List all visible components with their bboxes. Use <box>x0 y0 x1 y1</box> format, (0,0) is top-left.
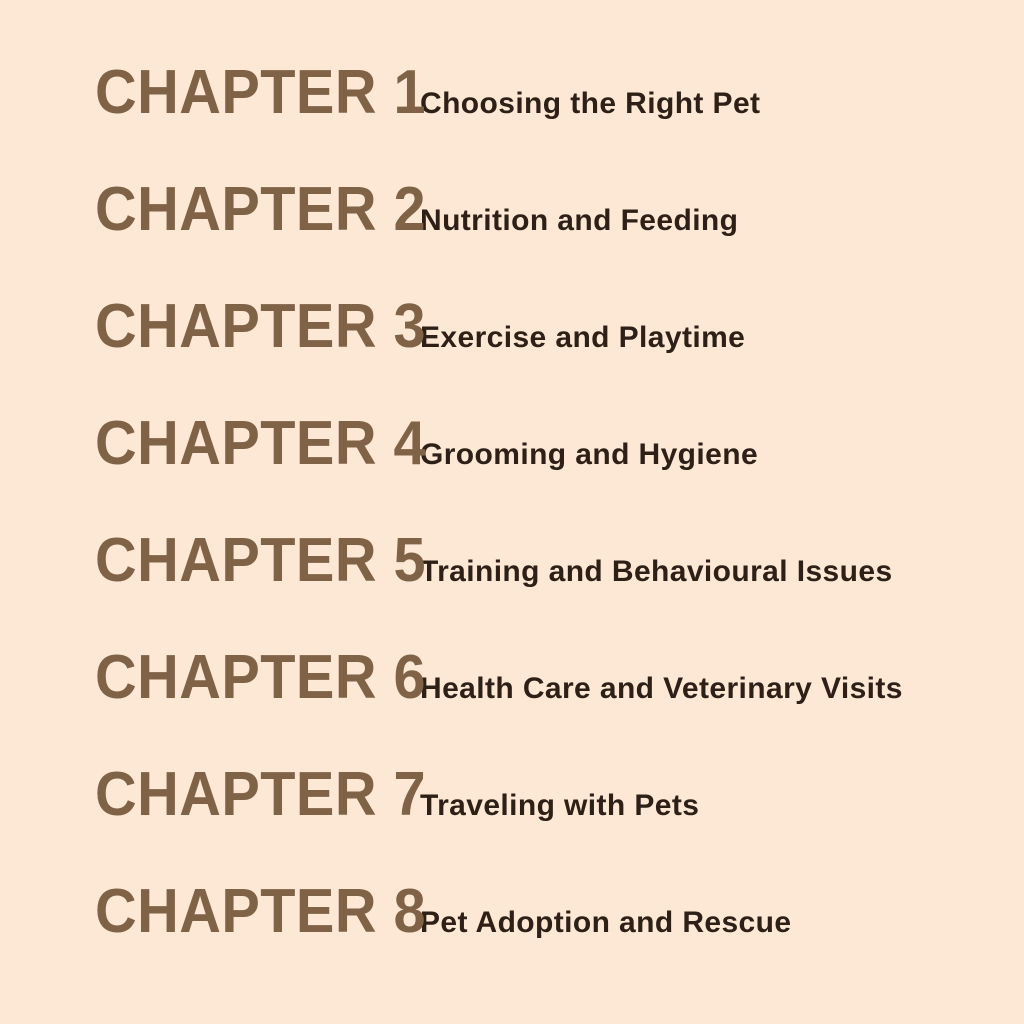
chapter-number-label: CHAPTER 5 <box>95 526 426 595</box>
chapter-title: Pet Adoption and Rescue <box>420 906 792 939</box>
list-item <box>0 877 1024 998</box>
list-item <box>0 292 1024 413</box>
list-item <box>0 409 1024 530</box>
chapter-title: Health Care and Veterinary Visits <box>420 672 903 705</box>
chapter-number-label: CHAPTER 4 <box>95 409 426 478</box>
list-item <box>0 643 1024 764</box>
list-item <box>0 760 1024 881</box>
chapter-title: Choosing the Right Pet <box>420 87 761 120</box>
chapter-title: Traveling with Pets <box>420 789 700 822</box>
chapter-title: Grooming and Hygiene <box>420 438 759 471</box>
chapter-list <box>0 58 1024 998</box>
chapter-number-label: CHAPTER 6 <box>95 643 426 712</box>
chapter-title: Nutrition and Feeding <box>420 204 739 237</box>
chapter-title: Training and Behavioural Issues <box>420 555 893 588</box>
list-item <box>0 175 1024 296</box>
chapter-title: Exercise and Playtime <box>420 321 746 354</box>
chapter-number-label: CHAPTER 3 <box>95 292 426 361</box>
chapter-number-label: CHAPTER 7 <box>95 760 426 829</box>
list-item <box>0 526 1024 647</box>
chapter-number-label: CHAPTER 8 <box>95 877 426 946</box>
chapter-number-label: CHAPTER 1 <box>95 58 426 127</box>
list-item <box>0 58 1024 179</box>
chapter-number-label: CHAPTER 2 <box>95 175 426 244</box>
